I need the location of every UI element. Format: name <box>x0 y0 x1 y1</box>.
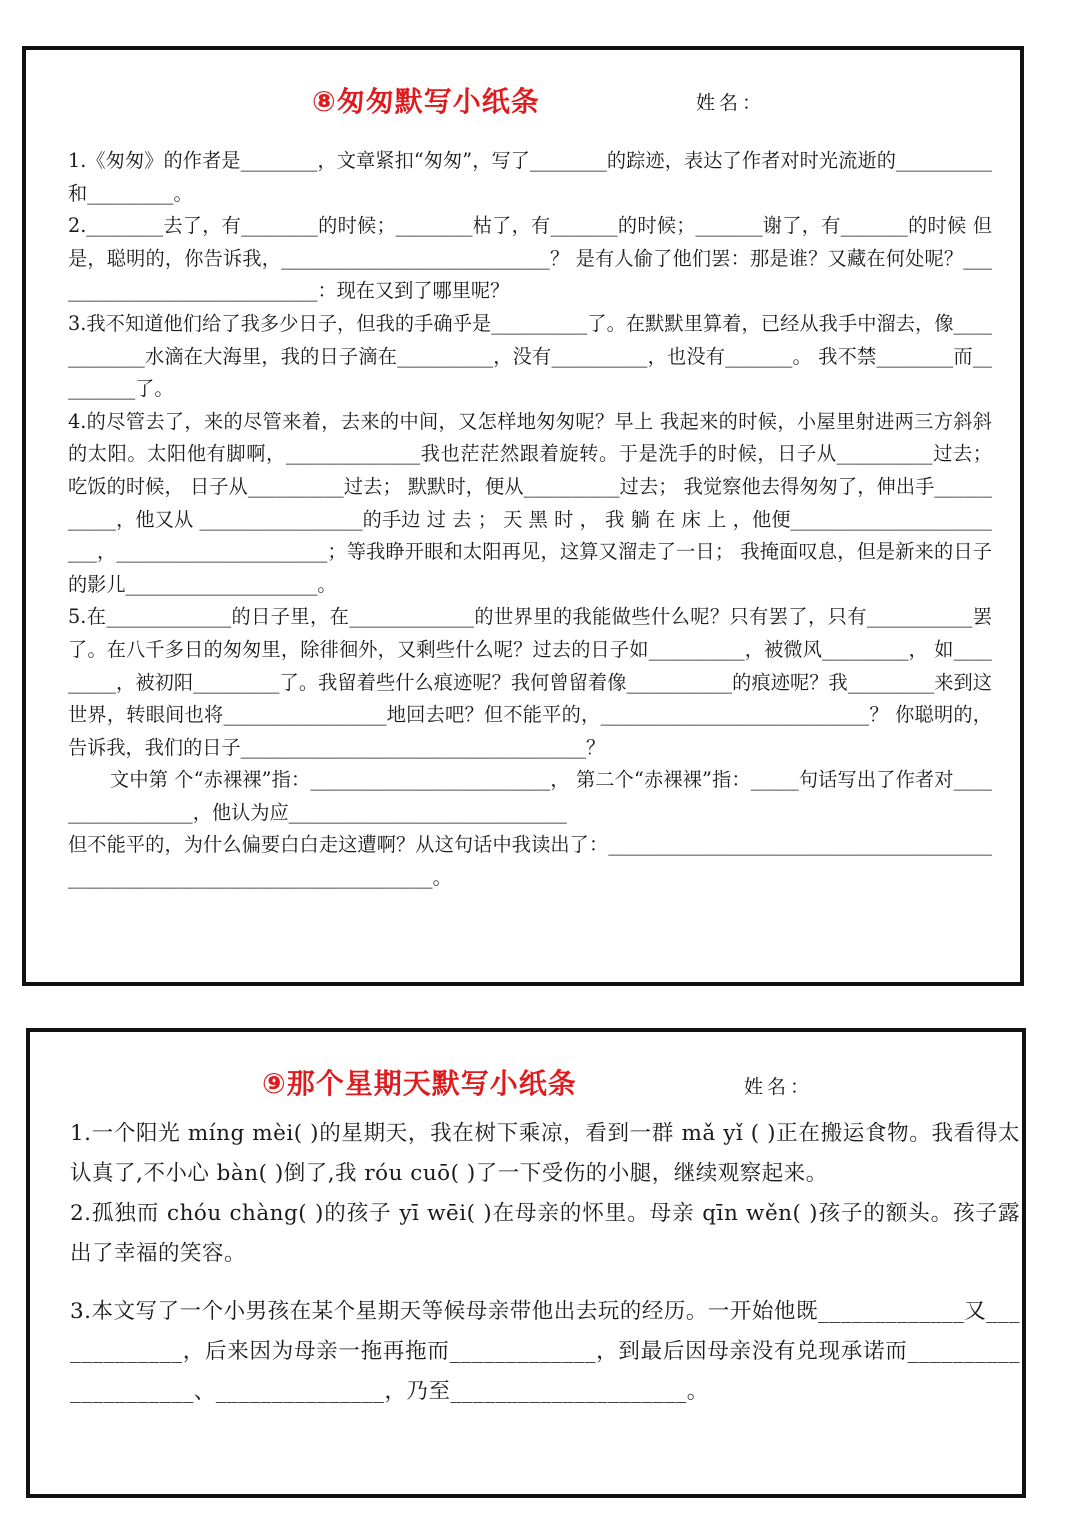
dictation-card-9 <box>26 1028 1026 1498</box>
name-label: 姓名： <box>744 1076 814 1098</box>
card-body <box>68 145 992 895</box>
question-4: 4.的尽管去了，来的尽管来着，去来的中间，又怎样地匆匆呢？早上 我起来的时候，小屋里射进两三方斜斜的太阳。太阳他有脚啊，______________我也茫茫然跟着旋转。于是洗手的时候，日子从__________过去； 吃饭的时候， 日子从__________过去； 默默时，便从__________过去； 我觉察他去得匆匆了，伸出手___________，他又从 _________________的手边 过 去 ； 天 黑 时 ， 我 躺 在 床 上 ，他便________________________，______________________；等我睁开眼和太阳再见，这算又溜走了一日； 我掩面叹息，但是新来的日子的影儿____________________。 <box>68 409 992 596</box>
question-1: 1.一个阳光 míng mèi( )的星期天，我在树下乘凉，看到一群 mǎ yǐ ( )正在搬运食物。我看得太认真了,不小心 bàn( )倒了,我 róu cuō( )了一下受伤的小腿，继续观察起来。 <box>70 1121 1020 1186</box>
dictation-card-8 <box>22 46 1024 986</box>
question-chiluoluo: 文中第 个“赤裸裸”指：_________________________， 第二个“赤裸裸”指：_____句话写出了作者对_________________，他认为应_____________________________ <box>68 768 992 824</box>
question-5: 5.在_____________的日子里，在_____________的世界里的我能做些什么呢？只有罢了，只有___________罢了。在八千多日的匆匆里，除徘徊外，又剩些什么呢？过去的日子如__________，被微风_________， 如_________，被初阳_________了。我留着些什么痕迹呢？我何曾留着像___________的痕迹呢？我_________来到这世界，转眼间也将_________________地回去吧？但不能平的，____________________________？ 你聪明的，告诉我，我们的日子____________________________________？ <box>68 605 992 759</box>
question-3: 3.本文写了一个小男孩在某个星期天等候母亲带他出去玩的经历。一开始他既_____________又_____________，后来因为母亲一拖再拖而_____________，到最后因母亲没有兑现承诺而_____________________、_______________，乃至_____________________。 <box>70 1299 1020 1404</box>
question-1: 1.《匆匆》的作者是________，文章紧扣“匆匆”，写了________的踪迹，表达了作者对时光流逝的__________和_________。 <box>68 149 992 205</box>
card-title: ⑨那个星期天默写小纸条 <box>262 1067 577 1100</box>
question-2: 2.孤独而 chóu chàng( )的孩子 yī wēi( )在母亲的怀里。母亲 qīn wěn( )孩子的额头。孩子露出了幸福的笑容。 <box>70 1201 1020 1266</box>
card-title: ⑧匆匆默写小纸条 <box>312 85 540 118</box>
question-3: 3.我不知道他们给了我多少日子，但我的手确乎是__________了。在默默里算着，已经从我手中溜去，像____________水滴在大海里，我的日子滴在__________，没有__________，也没有_______。 我不禁________而_________了。 <box>68 311 992 401</box>
name-label: 姓名： <box>696 92 766 114</box>
question-reflection: 但不能平的，为什么偏要白白走这遭啊？从这句话中我读出了：______________________________________________________________________________。 <box>68 833 992 890</box>
card-body <box>70 1114 1020 1412</box>
question-2: 2.________去了，有________的时候；________枯了，有_______的时候；_______谢了，有_______的时候 但是，聪明的，你告诉我，____________________________？ 是有人偷了他们罢：那是谁？又藏在何处呢？_____________________________：现在又到了哪里呢？ <box>68 214 992 303</box>
